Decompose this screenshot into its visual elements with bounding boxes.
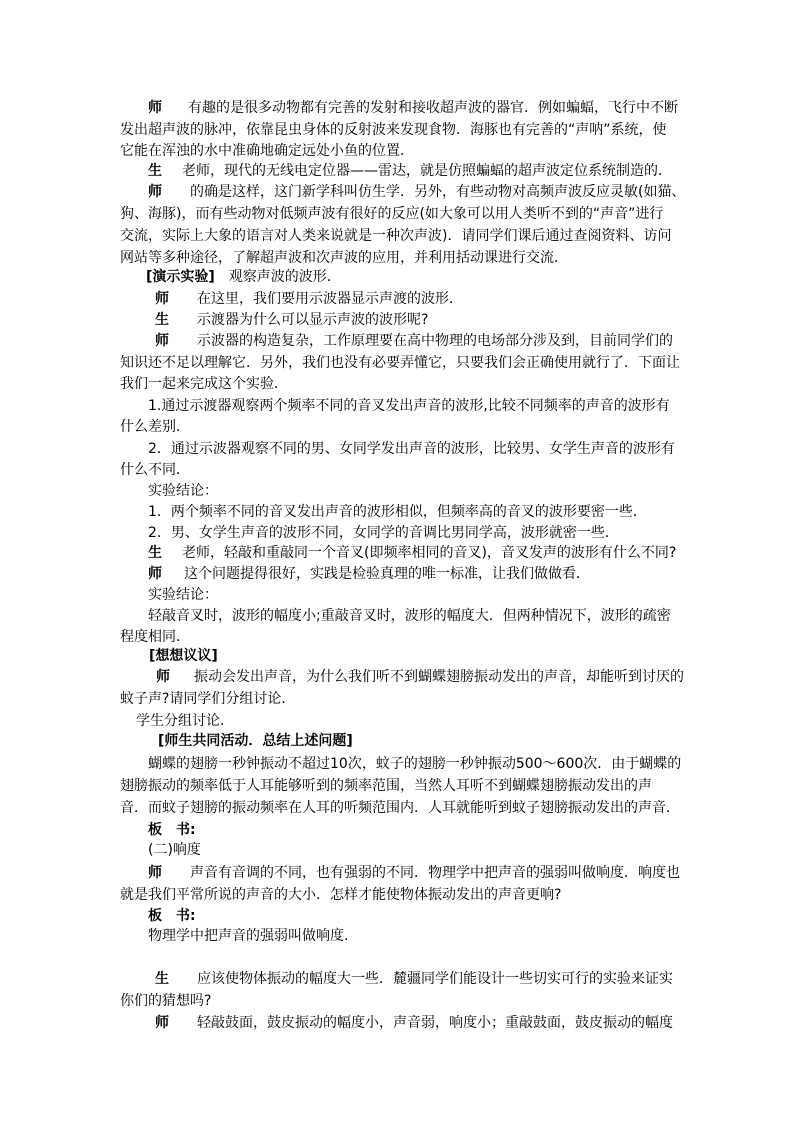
paragraph-line: 我们一起来完成这个实验．: [120, 376, 288, 392]
paragraph-line: 什么差别．: [120, 419, 190, 435]
paragraph-line: 发出超声波的脉冲，依靠昆虫身体的反射波来发现食物．海豚也有完善的“声呐”系统，使: [120, 122, 667, 138]
paragraph-line: 程度相同．: [120, 629, 190, 645]
paragraph-line: [演示实验] 观察声波的波形．: [146, 269, 341, 285]
paragraph-line: 师 声音有音调的不同，也有强弱的不同．物理学中把声音的强弱叫做响度．响度也: [148, 865, 680, 881]
paragraph-line: 师 在这里，我们要用示波器显示声渡的波形．: [155, 291, 463, 307]
paragraph-line: 生 应该使物体振动的幅度大一些．麓疆同学们能设计一些切实可行的实验来证实: [155, 971, 673, 987]
board-note-label: 板 书:: [148, 822, 196, 838]
paragraph-line: 师 的确是这样，这门新学科叫仿生学．另外，有些动物对高频声波反应灵敏(如猫、: [148, 184, 686, 200]
paragraph-line: 师 有趣的是很多动物都有完善的发射和接收超声波的器官．例如蝙蝠，飞行中不断: [148, 100, 678, 116]
section-heading: [想想议议]: [149, 648, 218, 664]
paragraph-line: 2．男、女学生声音的波形不同，女同学的音调比男同学高，波形就密一些．: [148, 525, 619, 541]
paragraph-line: 1.通过示渡器观察两个频率不同的音叉发出声音的波形,比较不同频率的声音的波形有: [148, 398, 670, 414]
paragraph-line: 轻敲音叉时，波形的幅度小;重敲音叉时，波形的幅度大．但两种情况下，波形的疏密: [148, 608, 671, 624]
paragraph-line: 蚊子声?请同学们分组讨论．: [120, 691, 296, 707]
paragraph-line: 狗、海豚)，而有些动物对低频声波有很好的反应(如大象可以用人类听不到的“声音”进行: [120, 206, 664, 222]
paragraph-line: 师 轻敲鼓面，鼓皮振动的幅度小，声音弱，响度小；重敲鼓面，鼓皮振动的幅度: [155, 1015, 673, 1031]
paragraph-line: 学生分组讨论．: [136, 713, 234, 729]
board-note-label: 板 书:: [148, 908, 196, 924]
paragraph-line: 实验结论：: [148, 483, 218, 499]
paragraph-line: 师 示波器的构造复杂，工作原理要在高中物理的电场部分涉及到，目前同学们的: [155, 333, 673, 349]
paragraph-line: 生 老师，轻敲和重敲同一个音叉(即频率相同的音叉)，音叉发声的波形有什么不同?: [148, 545, 677, 561]
paragraph-line: 就是我们平常所说的声音的大小．怎样才能使物体振动发出的声音更响?: [120, 887, 562, 903]
paragraph-line: 师 这个问题提得很好，实践是检验真理的唯一标准，让我们做做看．: [148, 566, 590, 582]
paragraph-line: 它能在浑浊的水中准确地确定远处小鱼的位置．: [120, 143, 414, 159]
paragraph-line: 物理学中把声音的强弱叫做响度.: [148, 928, 349, 944]
section-heading: [师生共同活动．总结上述问题]: [158, 733, 353, 749]
paragraph-line: 什么不同．: [120, 462, 190, 478]
paragraph-line: (二)响度: [148, 842, 201, 858]
paragraph-line: 网站等多种途径，了解超声波和次声波的应用，并利用括动课进行交流．: [120, 250, 568, 266]
paragraph-line: 实验结论：: [148, 587, 218, 603]
paragraph-line: 师 振动会发出声音，为什么我们听不到蝴蝶翅膀振动发出的声音，却能听到讨厌的: [156, 669, 684, 685]
paragraph-line: 交流，实际上大象的语言对人类来说就是一种次声波)．请同学们课后通过查阅资料、访问: [120, 228, 672, 244]
paragraph-line: 你们的猜想吗?: [120, 993, 212, 1009]
paragraph-line: 2．通过示波器观察不同的男、女同学发出声音的波形，比较男、女学生声音的波形有: [148, 441, 675, 457]
paragraph-line: 音．而蚊子翅膀的振动频率在人耳的听频范围内．人耳就能听到蚊子翅膀振动发出的声音．: [120, 800, 680, 816]
paragraph-line: 蝴蝶的翅膀一秒钟振动不超过10次，蚊子的翅膀一秒钟振动500～600次．由于蝴蝶的: [148, 756, 682, 772]
paragraph-line: 知识还不足以理解它．另外，我们也没有必要弄懂它，只要我们会正确使用就行了．下面让: [120, 355, 680, 371]
paragraph-line: 1．两个频率不同的音叉发出声音的波形相似，但频率高的音叉的波形要密一些．: [148, 504, 647, 520]
paragraph-line: 翅膀振动的频率低于人耳能够听到的频率范围，当然人耳听不到蝴蝶翅膀振动发出的声: [120, 778, 652, 794]
paragraph-line: 生 示渡器为什么可以显示声波的波形呢?: [155, 312, 429, 328]
paragraph-line: 生 老师，现代的无线电定位器——雷达，就是仿照蝙蝠的超声波定位系统制造的．: [148, 163, 672, 179]
